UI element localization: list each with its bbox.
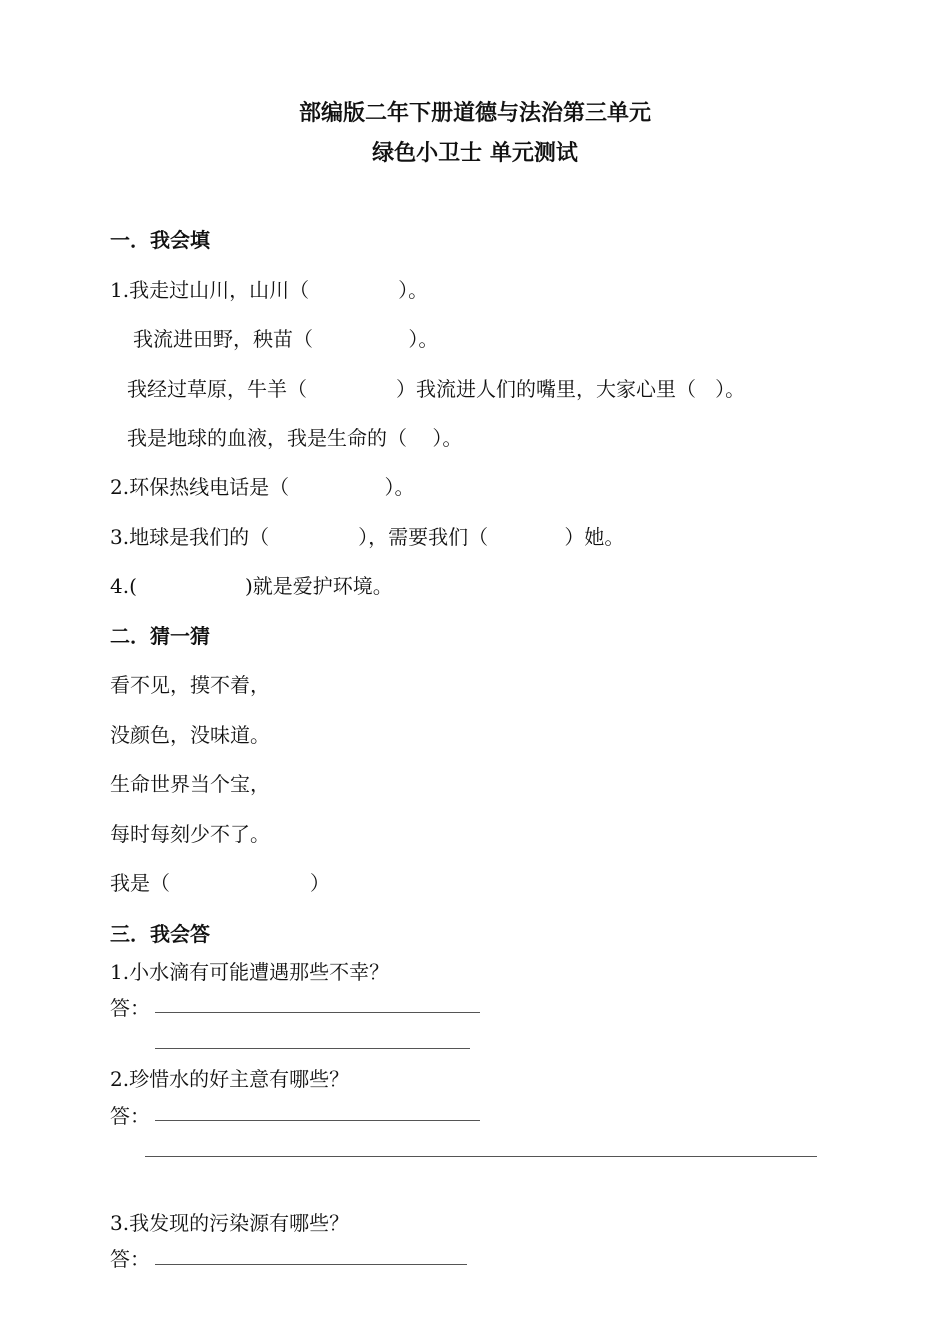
answer-line[interactable]	[155, 1264, 467, 1265]
riddle-answer: 我是（ ）	[110, 871, 330, 895]
question-4: 4.( )就是爱护环境。	[110, 574, 393, 598]
answer-label-1: 答：	[110, 996, 150, 1020]
title-line-1: 部编版二年下册道德与法治第三单元	[298, 101, 651, 126]
section-1-heading: 一．我会填	[110, 228, 210, 252]
title-line-2: 绿色小卫士 单元测试	[372, 141, 578, 166]
section-3-heading: 三．我会答	[110, 922, 210, 946]
riddle-line-2: 没颜色，没味道。	[110, 723, 270, 747]
question-1b: 我流进田野，秧苗（ ）。	[133, 327, 439, 351]
answer-line[interactable]	[155, 1048, 470, 1049]
question-3-3: 3.我发现的污染源有哪些？	[110, 1211, 350, 1235]
answer-line[interactable]	[155, 1120, 480, 1121]
question-1d: 我是地球的血液，我是生命的（ ）。	[127, 426, 463, 450]
question-2: 2.环保热线电话是（ ）。	[110, 475, 415, 499]
answer-label-2: 答：	[110, 1104, 150, 1128]
answer-label-3: 答：	[110, 1247, 150, 1271]
question-3-2: 2.珍惜水的好主意有哪些？	[110, 1067, 350, 1091]
question-1c: 我经过草原，牛羊（ ）我流进人们的嘴里，大家心里（ ）。	[127, 377, 746, 401]
answer-line[interactable]	[155, 1012, 480, 1013]
answer-line[interactable]	[145, 1156, 817, 1157]
question-3-1: 1.小水滴有可能遭遇那些不幸？	[110, 960, 390, 984]
section-2-heading: 二．猜一猜	[110, 624, 210, 648]
riddle-line-1: 看不见，摸不着，	[110, 673, 270, 697]
riddle-line-3: 生命世界当个宝，	[110, 772, 270, 796]
question-1a: 1.我走过山川，山川（ ）。	[110, 278, 429, 302]
question-3: 3.地球是我们的（ ），需要我们（ ）她。	[110, 525, 625, 549]
riddle-line-4: 每时每刻少不了。	[110, 822, 270, 846]
